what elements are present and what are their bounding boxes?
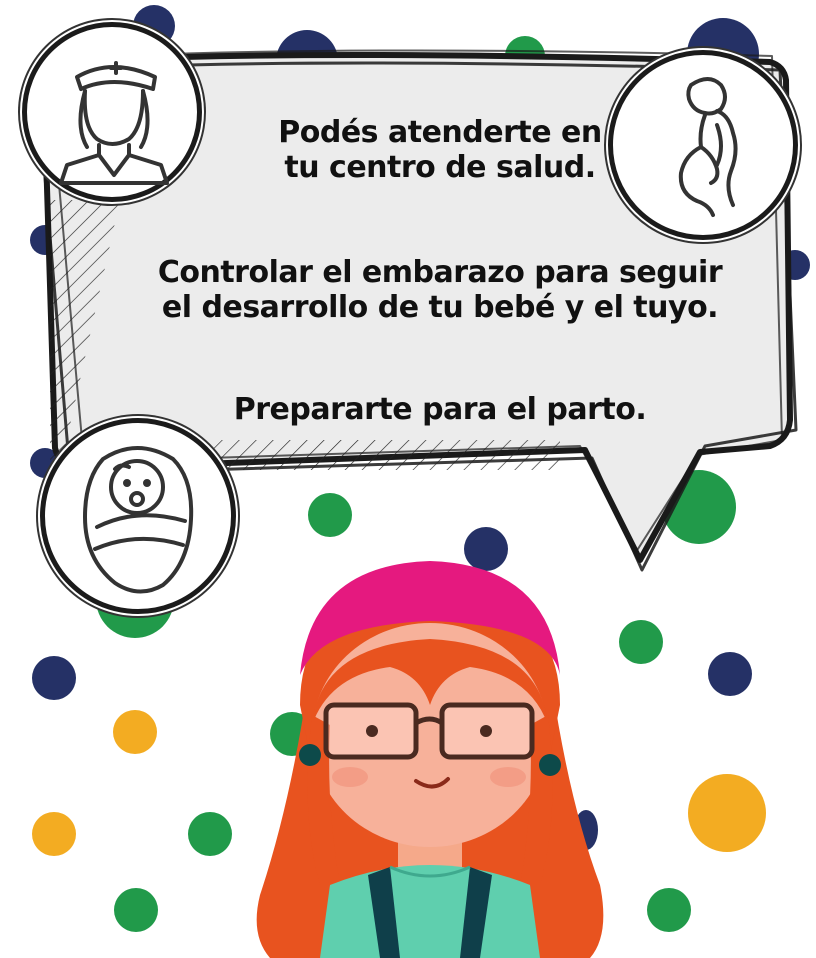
dot <box>32 656 76 700</box>
girl-illustration <box>230 555 630 958</box>
message-line-3: Controlar el embarazo para seguir <box>157 255 723 290</box>
dot <box>647 888 691 932</box>
message-line-5: Prepararte para el parto. <box>233 392 647 427</box>
shirt <box>320 865 540 958</box>
dot <box>32 812 76 856</box>
dot <box>188 812 232 856</box>
message-line-4: el desarrollo de tu bebé y el tuyo. <box>161 290 719 325</box>
baby-icon <box>45 423 231 609</box>
nurse-icon-circle <box>22 22 202 202</box>
dot <box>114 888 158 932</box>
dot <box>113 710 157 754</box>
pregnant-woman-icon <box>613 55 793 235</box>
dot <box>708 652 752 696</box>
pregnant-icon-circle <box>608 50 798 240</box>
message-line-2: tu centro de salud. <box>284 150 596 185</box>
dot <box>688 774 766 852</box>
nurse-icon <box>27 27 197 197</box>
baby-icon-circle <box>40 418 236 614</box>
message-line-1: Podés atenderte en <box>278 115 602 150</box>
